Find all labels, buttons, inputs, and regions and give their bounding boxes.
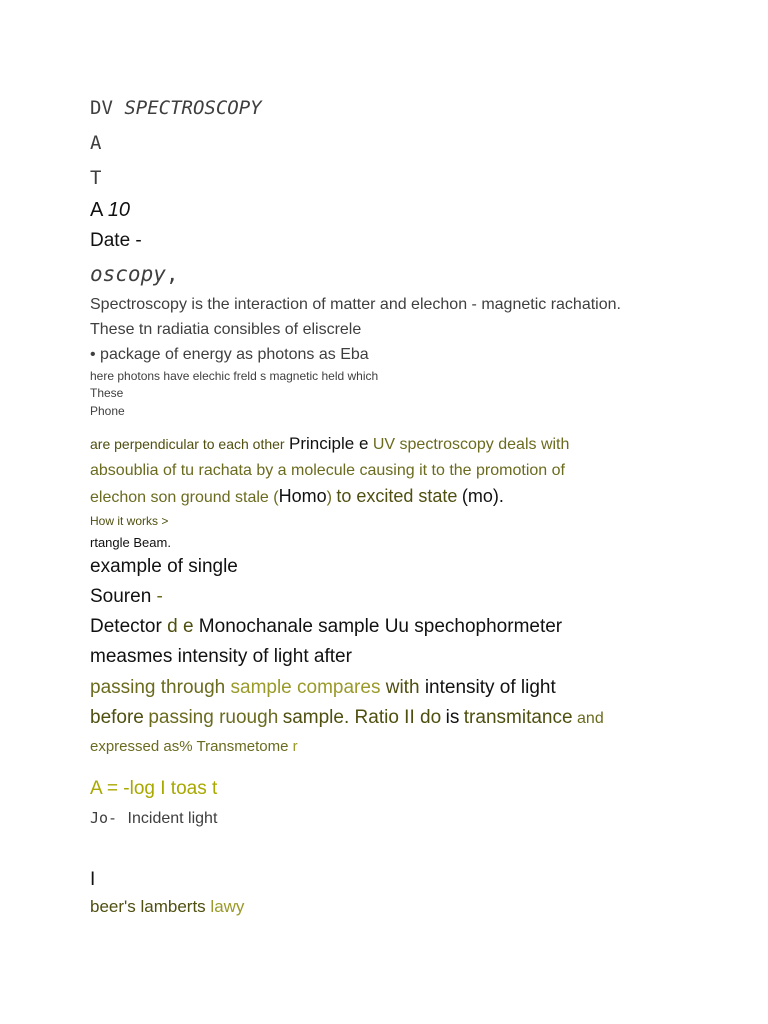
mo-label: (mo). <box>461 486 504 506</box>
monochanale-text: Monochanale sample <box>198 616 380 637</box>
detector-word: Detector <box>90 616 162 637</box>
souren-line <box>90 586 163 609</box>
line-a10-letter: A <box>90 199 103 221</box>
with-word: with <box>385 677 420 698</box>
transmitance-word: transmitance <box>463 707 573 728</box>
para2-line1 <box>90 434 569 454</box>
heading-oscopy <box>90 262 179 287</box>
and-word: and <box>577 710 604 727</box>
measmes-line: measmes intensity of light after <box>90 646 352 667</box>
para1-line1: Spectroscopy is the interaction of matter and elechon - magnetic rachation. <box>90 296 621 313</box>
example-line: example of single <box>90 556 238 577</box>
para2-l3-paren: ) <box>326 489 332 506</box>
beers-line <box>90 897 244 917</box>
para1-line6: Phone <box>90 404 125 418</box>
para1-line5: These <box>90 386 124 400</box>
para2-l3-text: elechon son ground stale ( <box>90 489 279 506</box>
detector-de: d e <box>167 616 194 637</box>
excited-state-label: to excited state <box>336 486 458 506</box>
para2-l1-tail: UV spectroscopy deals with <box>372 436 570 453</box>
jo-line <box>90 809 217 828</box>
incident-light: Incident light <box>127 810 218 827</box>
para1-line3: • package of energy as photons as Eba <box>90 346 369 363</box>
souren-dash: - <box>151 586 163 607</box>
line-a10 <box>90 198 130 222</box>
rtangle-beam: rtangle Beam. <box>90 535 171 550</box>
before-word: before <box>90 707 144 728</box>
line-t: T <box>90 167 102 189</box>
before-line <box>90 707 604 730</box>
transmetome: Transmetome <box>196 738 289 755</box>
date-label: Date - <box>90 230 142 251</box>
how-it-works: How it works > <box>90 514 169 528</box>
homo-label: Homo <box>278 486 327 506</box>
expressed-r: r <box>292 738 298 755</box>
passing-line <box>90 677 556 700</box>
expressed-line <box>90 738 298 756</box>
sample-compares: sample compares <box>230 677 381 698</box>
line-a1: A <box>90 132 102 154</box>
para2-line2: absoublia of tu rachata by a molecule causing it to the promotion of <box>90 462 565 479</box>
expressed-as: expressed as% <box>90 738 193 755</box>
principle-label: Principle e <box>289 434 369 453</box>
jo-symbol: Jo- <box>90 809 118 827</box>
passing-ruough: passing ruough <box>148 707 279 728</box>
beers-lamberts: beer's lamberts <box>90 897 206 916</box>
para1-line2: These tn radiatia consibles of eliscrele <box>90 321 362 338</box>
formula-line: A = -log I toas t <box>90 778 218 799</box>
is-word: is <box>445 707 460 728</box>
title <box>90 97 262 120</box>
i-line: I <box>90 869 96 890</box>
spechophormeter-text: Uu spechophormeter <box>384 616 563 637</box>
detector-line <box>90 616 562 639</box>
line-a10-number: 10 <box>107 199 131 221</box>
souren-word: Souren <box>90 586 152 607</box>
ratio-text: sample. Ratio II do <box>282 707 442 728</box>
lawy-word: lawy <box>210 897 245 916</box>
heading-oscopy-word: oscopy <box>90 262 166 286</box>
para2-l1-text: are perpendicular to each other <box>90 436 285 452</box>
heading-oscopy-comma: , <box>165 262 179 286</box>
passing-through: passing through <box>90 677 226 698</box>
title-main: SPECTROSCOPY <box>124 97 262 119</box>
title-prefix: DV <box>90 97 113 119</box>
para2-line3 <box>90 486 504 508</box>
intensity-of-light: intensity of light <box>424 677 556 698</box>
para1-line4: here photons have elechic freld s magnetic held which <box>90 369 379 383</box>
